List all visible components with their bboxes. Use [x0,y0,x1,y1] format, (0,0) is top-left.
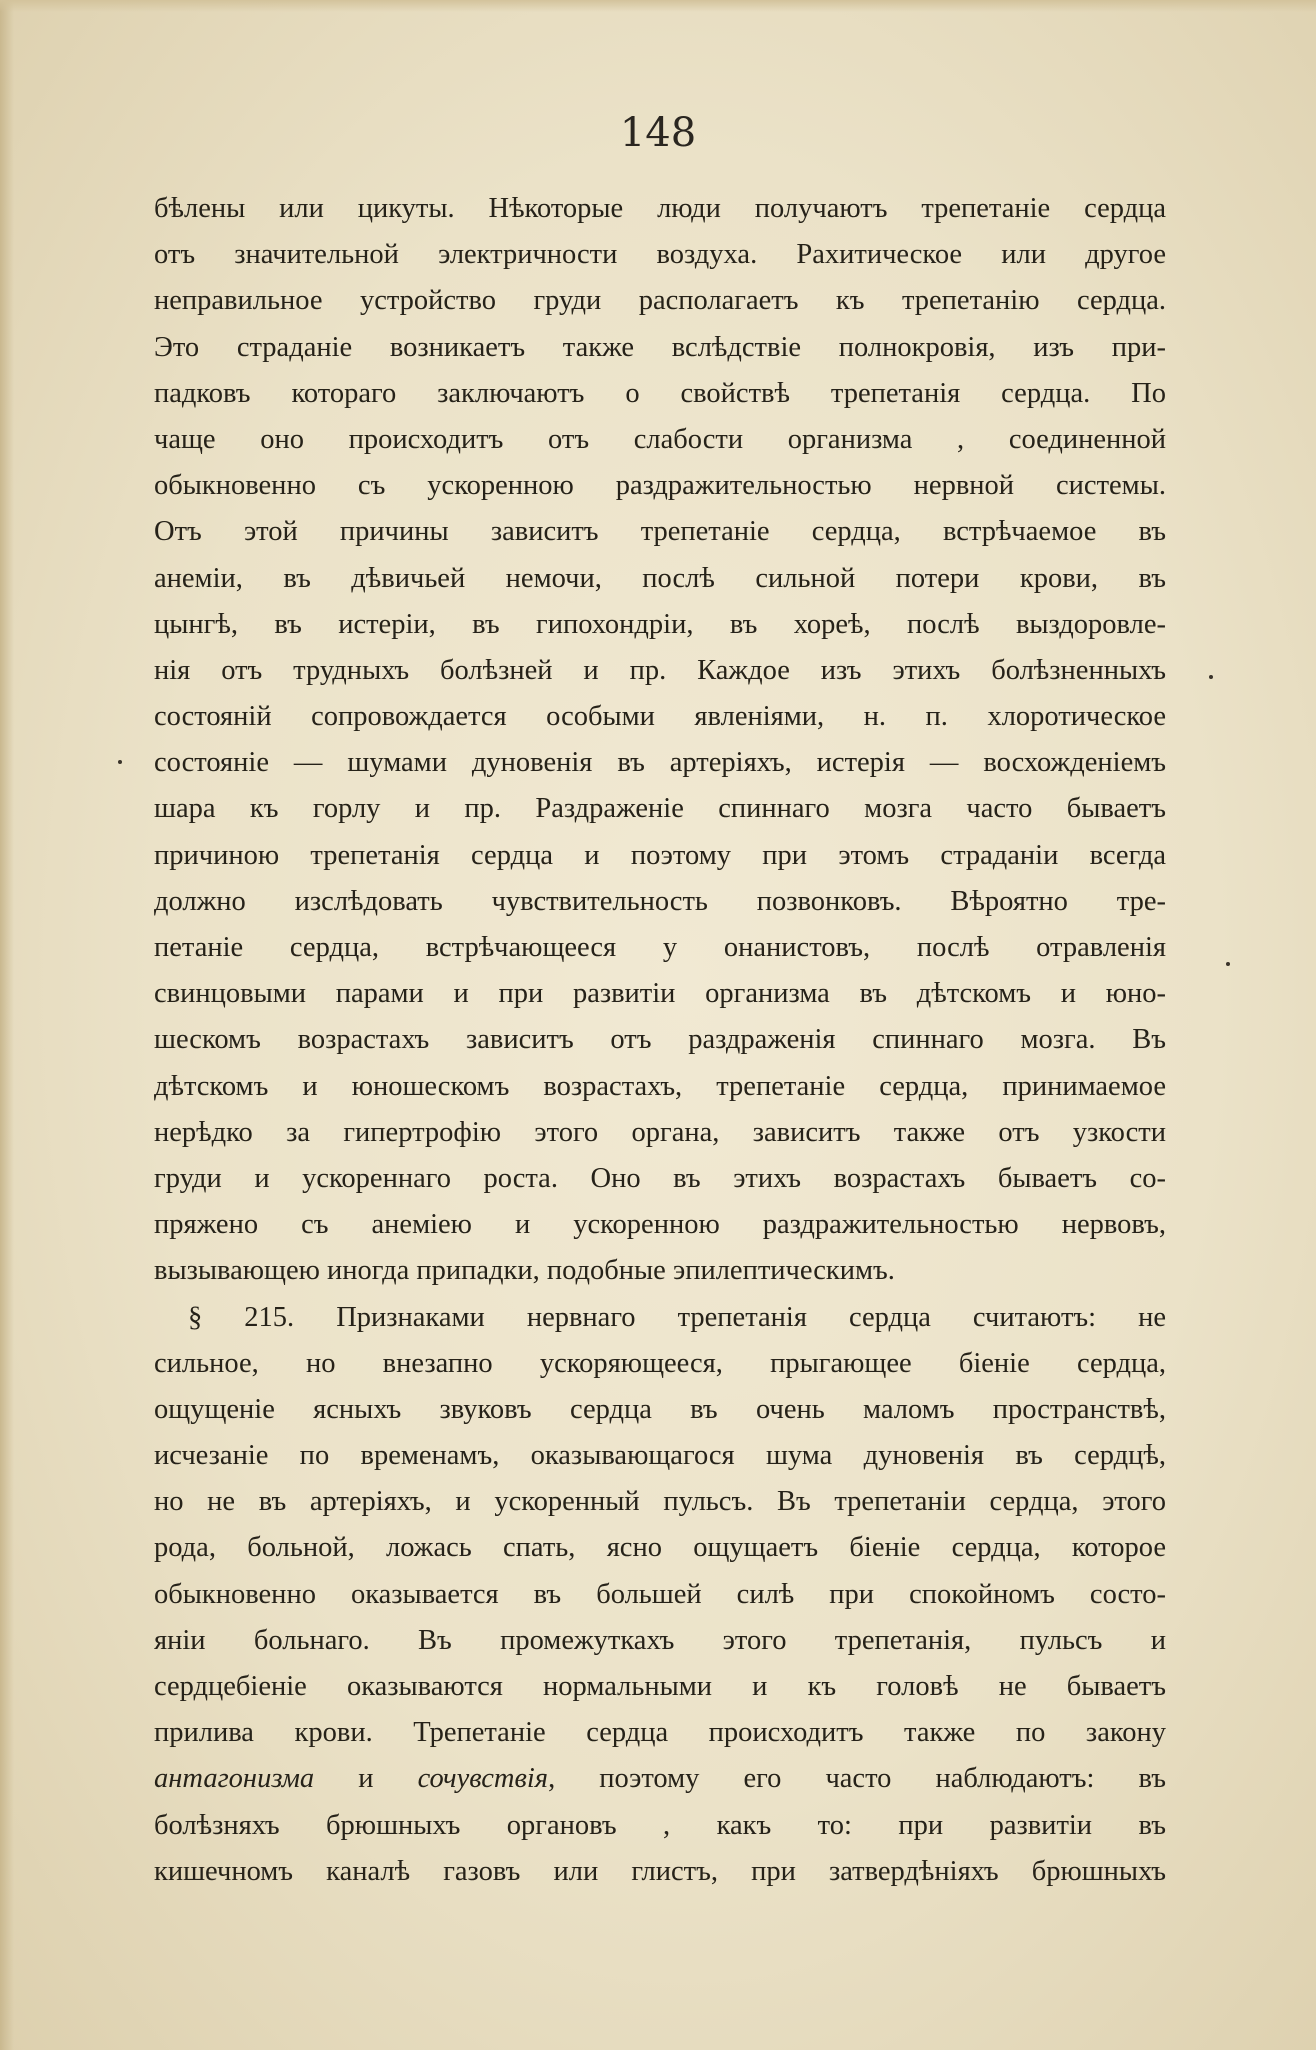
text-line: прилива крови. Трепетаніе сердца происходитъ также по закону [154,1717,1166,1749]
text-segment: и [314,1763,418,1795]
text-line: падковъ котораго заключаютъ о свойствѣ трепетанія сердца. По [154,377,1166,409]
ink-speck [118,760,122,764]
text-line: шара къ горлу и пр. Раздраженіе спиннаго мозга часто бываетъ [154,793,1166,825]
text-line: цынгѣ, въ истеріи, въ гипохондріи, въ хореѣ, послѣ выздоровле- [154,608,1166,640]
text-line: петаніе сердца, встрѣчающееся у онанистовъ, послѣ отравленія [154,932,1166,963]
text-line: нерѣдко за гипертрофію этого органа, зависитъ также отъ узкости [154,1116,1166,1148]
page-left-edge-shadow [0,0,14,2050]
text-line-with-italics [154,1756,1166,1802]
text-line: Это страданіе возникаетъ также вслѣдствіе полнокровія, изъ при- [154,331,1166,363]
text-line: обыкновенно съ ускоренною раздражительностью нервной системы. [154,470,1166,502]
text-line: нія отъ трудныхъ болѣзней и пр. Каждое изъ этихъ болѣзненныхъ [154,654,1166,686]
text-line: но не въ артеріяхъ, и ускоренный пульсъ. Въ трепетаніи сердца, этого [154,1486,1166,1518]
text-line: сердцебіеніе оказываются нормальными и къ головѣ не бываетъ [154,1671,1166,1702]
ink-speck [1226,962,1230,966]
text-line: болѣзняхъ брюшныхъ органовъ , какъ то: при развитіи въ [154,1809,1166,1841]
text-line: причиною трепетанія сердца и поэтому при этомъ страданіи всегда [154,839,1166,871]
text-line-section-start: § 215. Признаками нервнаго трепетанія сердца считаютъ: не [188,1301,1166,1333]
text-line: обыкновенно оказывается въ большей силѣ при спокойномъ состо- [154,1578,1166,1610]
text-line: Отъ этой причины зависитъ трепетаніе сердца, встрѣчаемое въ [154,516,1166,548]
page-top-edge-shadow [0,0,1316,12]
page-number: 148 [619,110,697,156]
text-line: должно изслѣдовать чувствительность позвонковъ. Вѣроятно тре- [154,885,1166,917]
text-line: состояній сопровождается особыми явленіями, н. п. хлоротическое [154,701,1166,733]
text-line: рода, больной, ложась спать, ясно ощущаетъ біеніе сердца, которое [154,1532,1166,1564]
text-line: ощущеніе ясныхъ звуковъ сердца въ очень маломъ пространствѣ, [154,1393,1166,1425]
text-line: отъ значительной электричности воздуха. Рахитическое или другое [154,239,1166,271]
text-line: шескомъ возрастахъ зависитъ отъ раздраженія спиннаго мозга. Въ [154,1024,1166,1056]
text-line: кишечномъ каналѣ газовъ или глистъ, при затвердѣніяхъ брюшныхъ [154,1855,1166,1887]
italic-term: антагонизма [154,1763,315,1795]
text-line: дѣтскомъ и юношескомъ возрастахъ, трепетаніе сердца, принимаемое [154,1070,1166,1102]
text-line: пряжено съ анеміею и ускоренною раздражительностью нервовъ, [154,1209,1166,1241]
text-line: груди и ускореннаго роста. Оно въ этихъ возрастахъ бываетъ со- [154,1162,1166,1194]
italic-term: сочувствія [417,1763,549,1795]
text-line: анеміи, въ дѣвичьей немочи, послѣ сильной потери крови, въ [154,562,1166,594]
ink-speck [1209,675,1213,679]
text-line: чаще оно происходитъ отъ слабости организма , соединенной [154,423,1166,455]
text-line: сильное, но внезапно ускоряющееся, прыгающее біеніе сердца, [154,1347,1166,1379]
text-line: яніи больнаго. Въ промежуткахъ этого трепетанія, пульсъ и [154,1624,1166,1656]
text-line-paragraph-end: вызывающею иногда припадки, подобные эпилептическимъ. [154,1255,895,1287]
text-line: свинцовыми парами и при развитіи организма въ дѣтскомъ и юно- [154,978,1166,1010]
text-line: неправильное устройство груди располагаетъ къ трепетанію сердца. [154,285,1166,317]
text-segment: , поэтому его часто наблюдаютъ: въ [548,1763,1166,1795]
body-text [154,186,1166,1895]
text-line: бѣлены или цикуты. Нѣкоторые люди получаютъ трепетаніе сердца [154,193,1166,224]
text-line: исчезаніе по временамъ, оказывающагося шума дуновенія въ сердцѣ, [154,1440,1166,1472]
text-line: состояніе — шумами дуновенія въ артеріяхъ, истерія — восхожденіемъ [154,747,1166,779]
